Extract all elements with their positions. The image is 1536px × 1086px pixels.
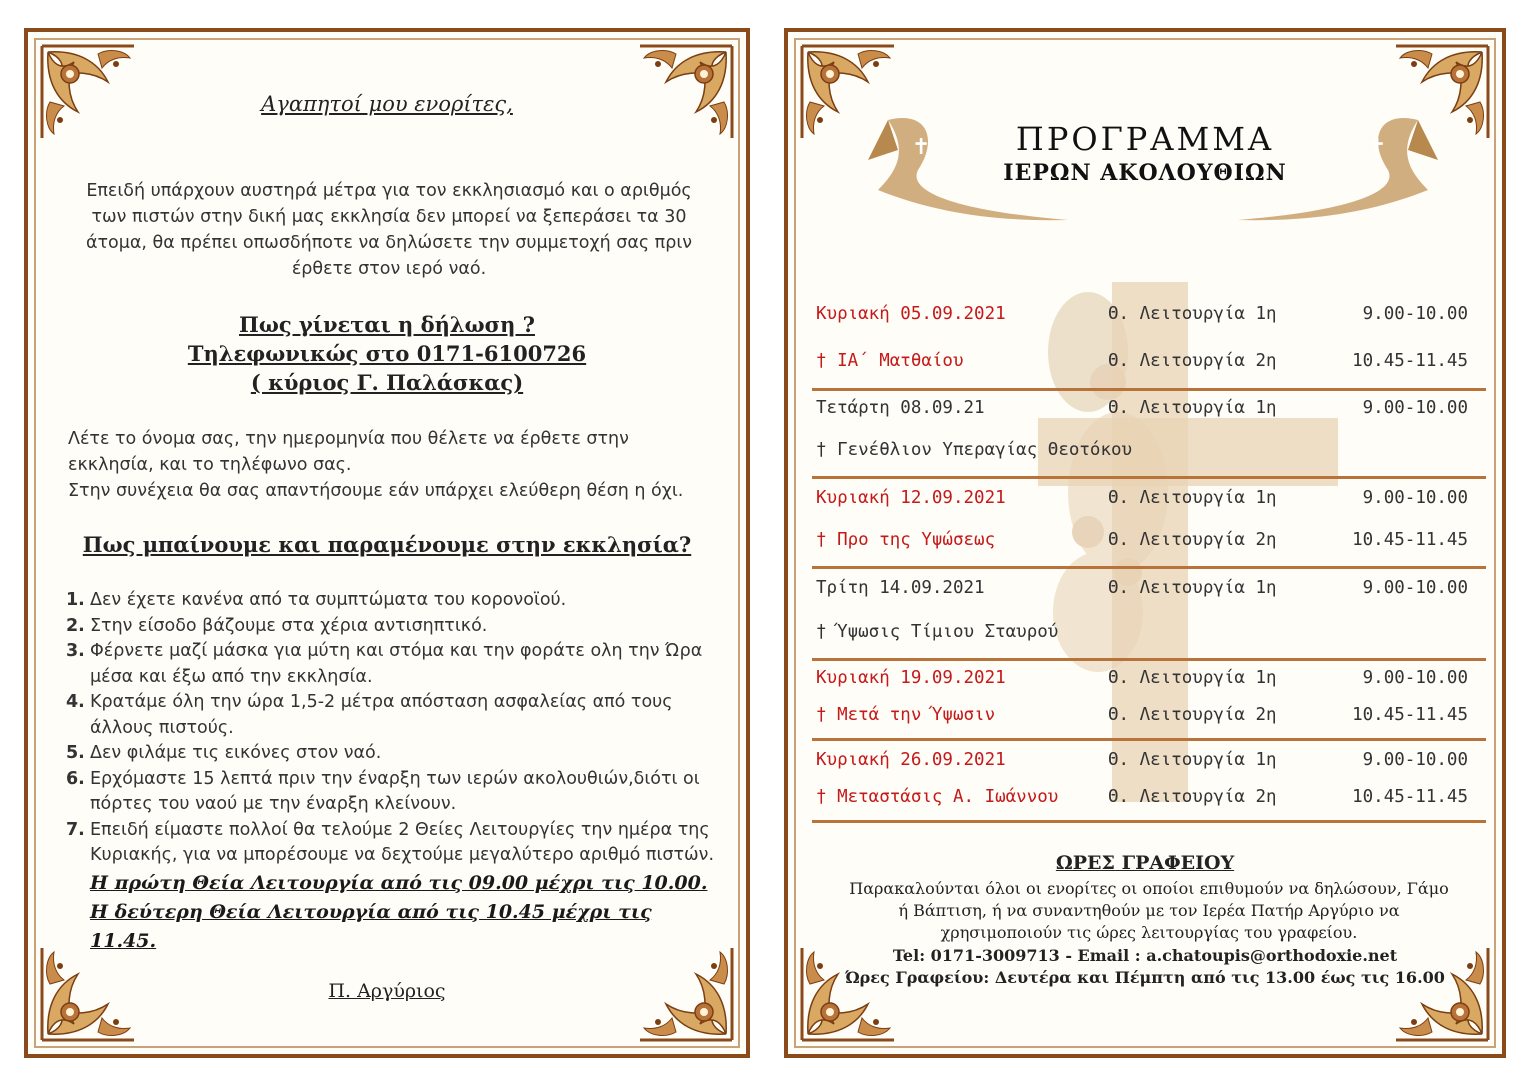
entry-time: 9.00-10.00 [1362, 750, 1468, 770]
phone-line: Τηλεφωνικώς στο 0171-6100726 [187, 341, 587, 366]
separator [812, 738, 1486, 741]
item-text: Στην είσοδο βάζουμε στα χέρια αντισηπτικό. [90, 615, 488, 636]
entry-date: Κυριακή 19.09.2021 [816, 668, 1006, 688]
greeting: Αγαπητοί μου ενορίτες, [261, 92, 513, 116]
entry-date: Κυριακή 12.09.2021 [816, 488, 1006, 508]
list-item [64, 741, 722, 767]
entry-feast: † Μετά την Ύψωσιν [816, 705, 996, 725]
separator [812, 388, 1486, 391]
item-text: Κρατάμε όλη την ώρα 1,5-2 μέτρα απόσταση ασφαλείας από τους άλλους πιστούς. [90, 692, 673, 738]
entry-service: Θ. Λειτουργία 2η [1108, 705, 1277, 725]
entry-date: Τρίτη 14.09.2021 [816, 578, 985, 598]
list-item [64, 639, 722, 690]
item-number: 2. [66, 615, 85, 636]
entry-service: Θ. Λειτουργία 1η [1108, 668, 1277, 688]
rules-list [64, 588, 722, 956]
separator [812, 658, 1486, 661]
second-liturgy-line: Η δεύτερη Θεία Λειτουργία από τις 10.45 μέχρι τις 11.45. [90, 900, 652, 952]
office-paragraph: Παρακαλούνται όλοι οι ενορίτες οι οποίοι επιθυμούν να δηλώσουν, Γάμο ή Βάπτιση, ή να συναντηθούν με τον Ιερέα Πατήρ Αργύριο να χρησιμοποιούν τις ώρες λειτουργίας του γραφείου. [849, 879, 1449, 942]
right-panel [784, 28, 1506, 1058]
separator [812, 476, 1486, 479]
list-item [64, 818, 722, 869]
svg-text:✝: ✝ [1368, 135, 1387, 160]
entry-time: 10.45-11.45 [1352, 705, 1468, 725]
entry-service: Θ. Λειτουργία 1η [1108, 304, 1277, 324]
program-subtitle: ΙΕΡΩΝ ΑΚΟΛΟΥΘΙΩΝ [1003, 160, 1287, 186]
entry-date: Τετάρτη 08.09.21 [816, 398, 985, 418]
schedule-entry [812, 304, 1486, 373]
program-title: ΠΡΟΓΡΑΜΜΑ [1015, 120, 1275, 158]
schedule-entry [812, 578, 1486, 644]
signature: Π. Αργύριος [328, 980, 446, 1002]
list-item [64, 690, 722, 741]
list-item [64, 614, 722, 640]
item-text: Ερχόμαστε 15 λεπτά πριν την έναρξη των ιερών ακολουθιών,διότι οι πόρτες του ναού με την έναρξη κλείνουν. [90, 768, 700, 814]
entry-date: Κυριακή 26.09.2021 [816, 750, 1006, 770]
schedule-entry [812, 668, 1486, 727]
separator [812, 820, 1486, 823]
entry-time: 9.00-10.00 [1362, 398, 1468, 418]
item-number: 5. [66, 743, 85, 763]
entry-time: 9.00-10.00 [1362, 668, 1468, 688]
office-hours-line: Ώρες Γραφείου: Δευτέρα και Πέμπτη από τις 13.00 έως τις 16.00 [845, 968, 1445, 987]
first-liturgy-line: Η πρώτη Θεία Λειτουργία από τις 09.00 μέχρι τις 10.00. [90, 871, 708, 894]
entry-date: Κυριακή 05.09.2021 [816, 304, 1006, 324]
entry-feast: † Ύψωσις Τίμιου Σταυρού [816, 622, 1059, 642]
item-text: Δεν έχετε κανένα από τα συμπτώματα του κορονοϊού. [90, 590, 567, 610]
entry-feast: † Μεταστάσις Α. Ιωάννου [816, 787, 1059, 807]
contact-line: ( κύριος Γ. Παλάσκας) [250, 370, 524, 395]
entry-service: Θ. Λειτουργία 1η [1108, 750, 1277, 770]
entry-time: 9.00-10.00 [1362, 488, 1468, 508]
item-number: 7. [66, 819, 85, 840]
item-number: 1. [66, 590, 85, 610]
schedule-entry [812, 750, 1486, 809]
item-text: Επειδή είμαστε πολλοί θα τελούμε 2 Θείες Λειτουργίες την ημέρα της Κυριακής, για να μπορέσουμε να δεχτούμε μεγαλύτερο αριθμό πιστών. [90, 819, 715, 865]
entry-service: Θ. Λειτουργία 2η [1108, 351, 1277, 371]
entry-feast: † ΙΑ΄ Ματθαίου [816, 351, 964, 371]
office-heading: ΩΡΕΣ ΓΡΑΦΕΙΟΥ [1055, 852, 1235, 874]
schedule-entry [812, 398, 1486, 462]
how-heading: Πως γίνεται η δήλωση ? [239, 312, 535, 337]
entry-service: Θ. Λειτουργία 2η [1108, 530, 1277, 550]
entry-service: Θ. Λειτουργία 1η [1108, 488, 1277, 508]
svg-text:✝: ✝ [912, 135, 931, 160]
rules-heading: Πως μπαίνουμε και παραμένουμε στην εκκλησία? [82, 532, 692, 557]
left-panel [24, 28, 750, 1058]
list-item [64, 767, 722, 818]
intro-paragraph: Επειδή υπάρχουν αυστηρά μέτρα για τον εκκλησιασμό και ο αριθμός των πιστών στην δική μας εκκλησία δεν μπορεί να ξεπεράσει τα 30 άτομα, θα πρέπει οπωσδήποτε να δηλώσετε την συμμετοχή σας πριν έρθετε στον ιερό ναό. [85, 181, 693, 279]
separator [812, 566, 1486, 569]
entry-feast: † Προ της Υψώσεως [816, 530, 996, 550]
entry-service: Θ. Λειτουργία 1η [1108, 398, 1277, 418]
entry-service: Θ. Λειτουργία 2η [1108, 787, 1277, 807]
entry-time: 10.45-11.45 [1352, 530, 1468, 550]
instructions-line: Λέτε το όνομα σας, την ημερομηνία που θέλετε να έρθετε στην εκκλησία, και το τηλέφωνο σας. [68, 429, 629, 475]
entry-service: Θ. Λειτουργία 1η [1108, 578, 1277, 598]
item-number: 3. [66, 641, 85, 661]
instructions-paragraph [68, 426, 710, 504]
list-item [64, 588, 722, 614]
instructions-line: Στην συνέχεια θα σας απαντήσουμε εάν υπάρχει ελεύθερη θέση η όχι. [68, 481, 684, 501]
entry-time: 10.45-11.45 [1352, 787, 1468, 807]
item-text: Φέρνετε μαζί μάσκα για μύτη και στόμα και την φοράτε ολη την Ώρα μέσα και έξω από την εκκλησία. [90, 641, 703, 687]
contact-line: Tel: 0171-3009713 - Email : a.chatoupis@orthodoxie.net [892, 946, 1398, 965]
entry-time: 10.45-11.45 [1352, 351, 1468, 371]
item-number: 6. [66, 768, 85, 789]
entry-time: 9.00-10.00 [1362, 304, 1468, 324]
entry-feast: † Γενέθλιον Υπεραγίας Θεοτόκου [816, 440, 1133, 460]
entry-time: 9.00-10.00 [1362, 578, 1468, 598]
schedule-entry [812, 488, 1486, 552]
item-number: 4. [66, 692, 85, 712]
item-text: Δεν φιλάμε τις εικόνες στον ναό. [90, 743, 382, 763]
